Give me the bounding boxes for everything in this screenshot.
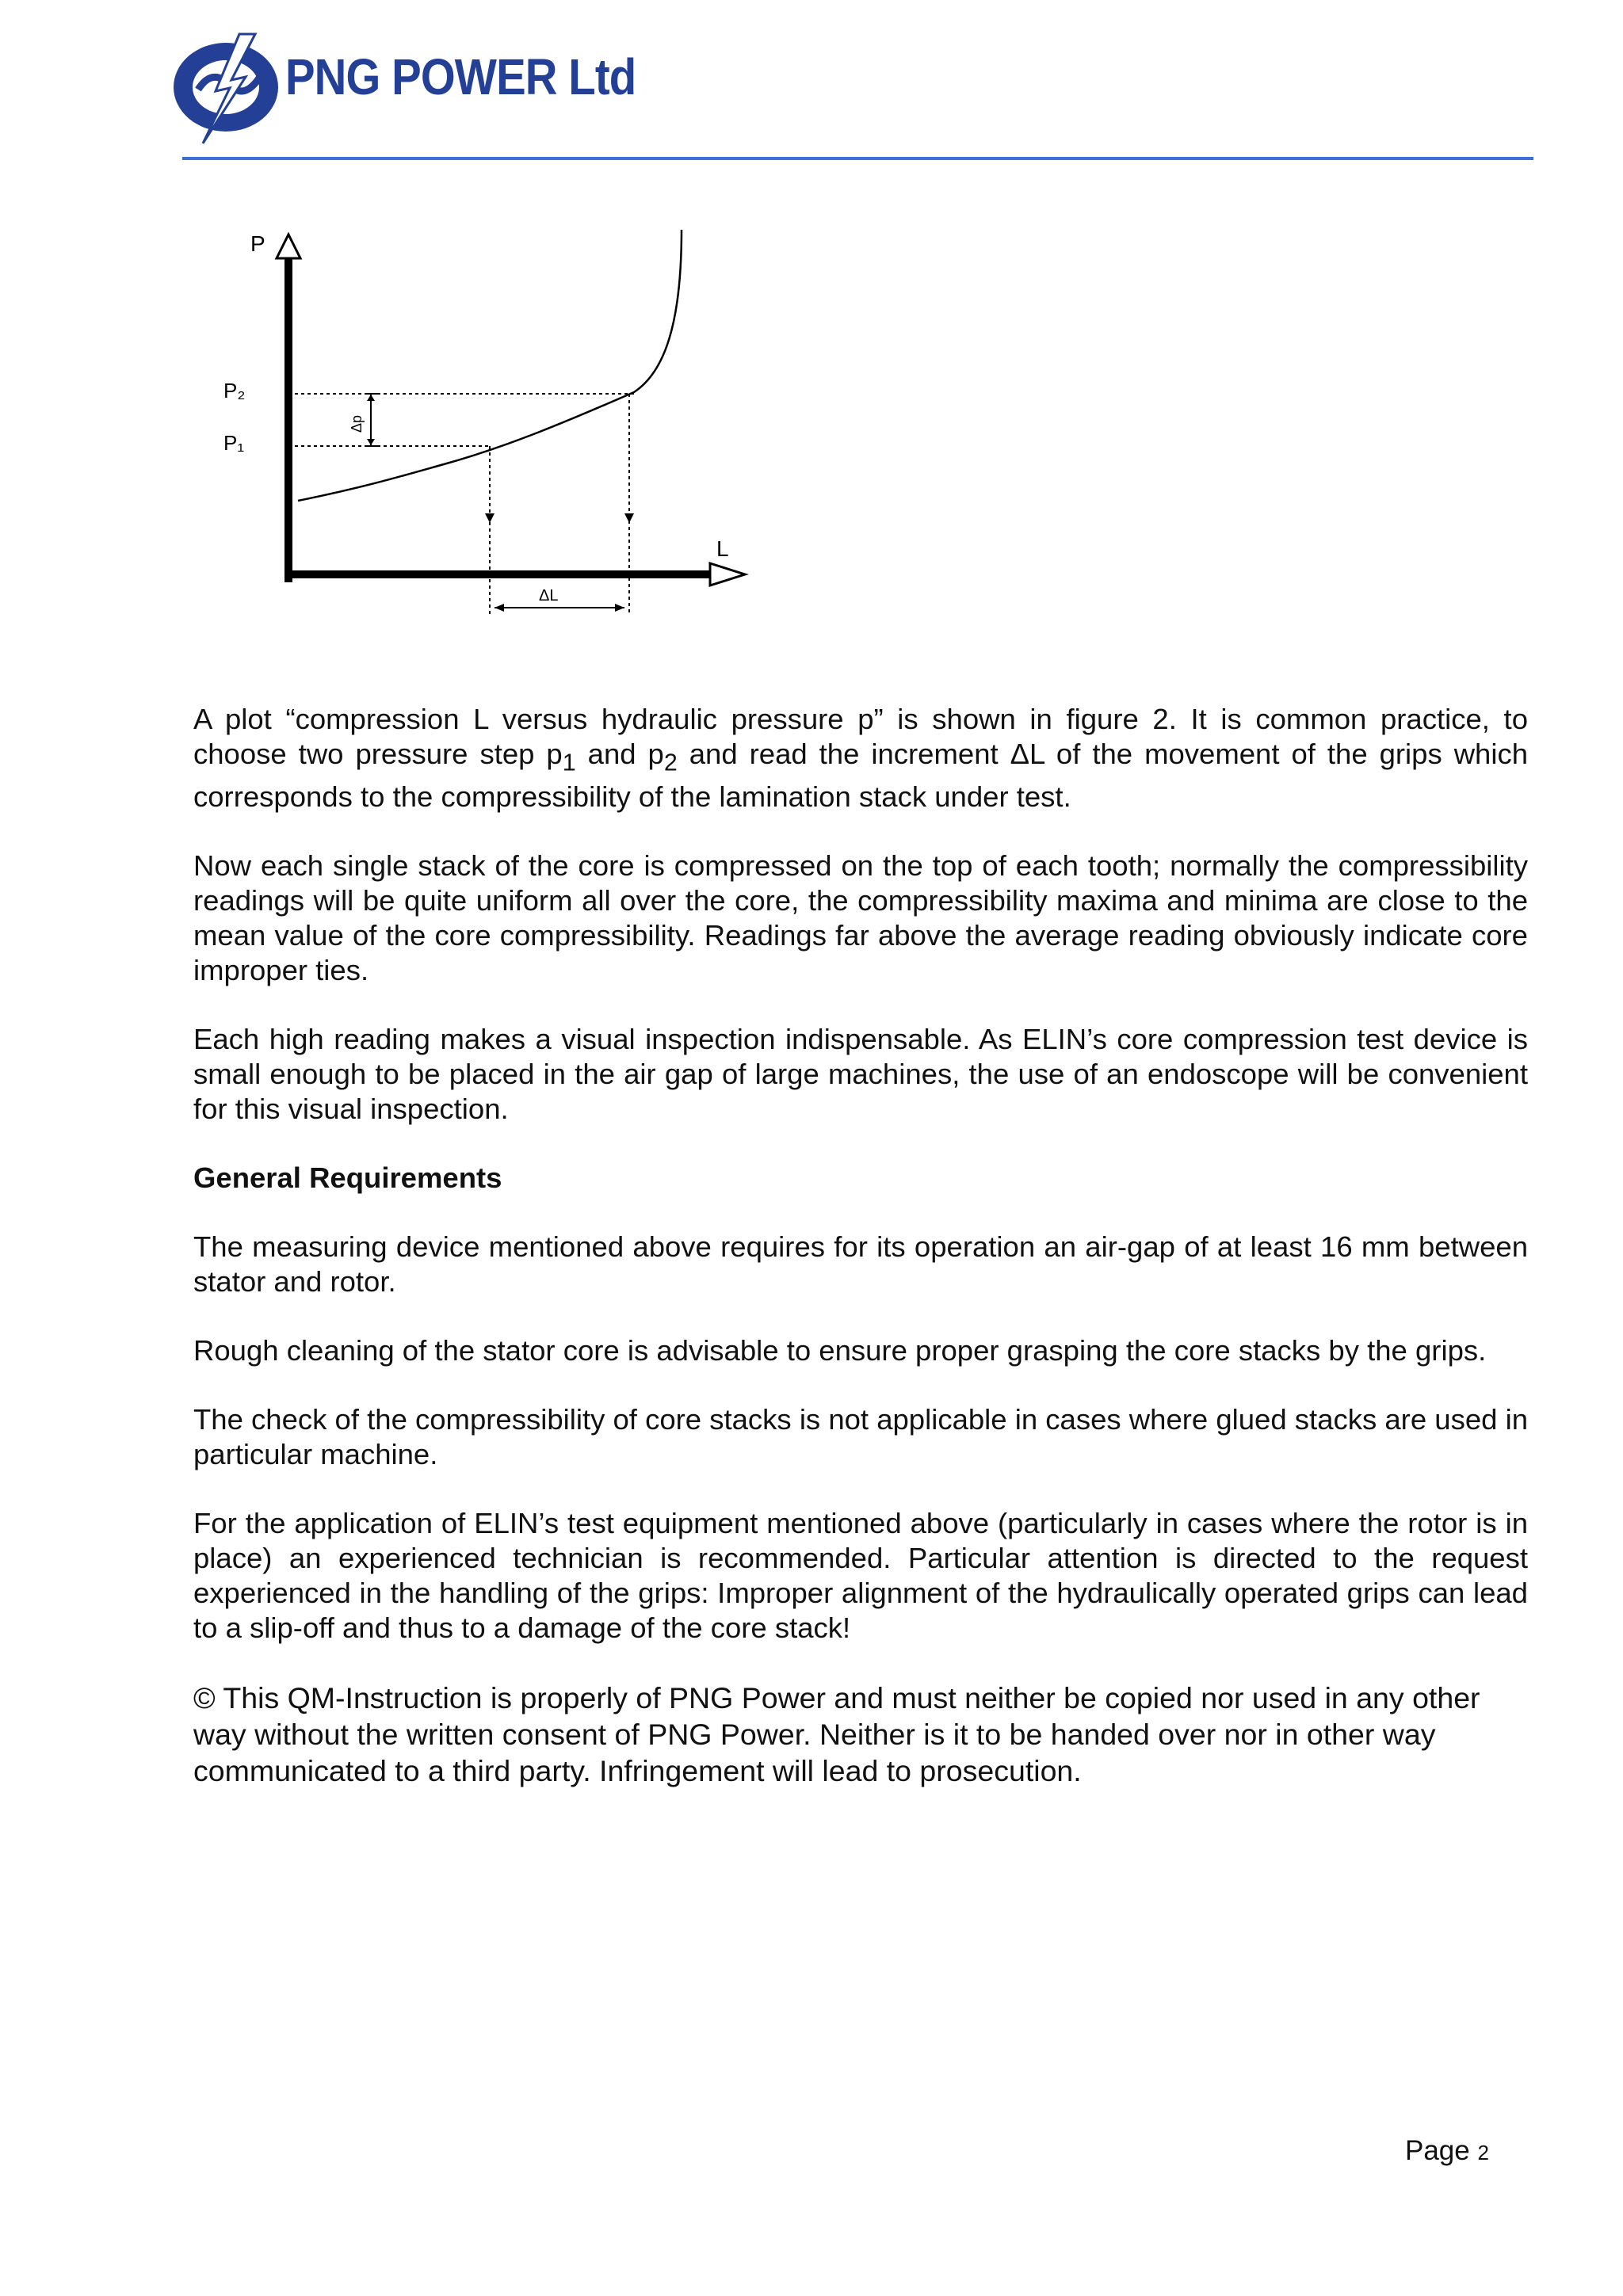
section-heading-general-requirements: General Requirements <box>193 1161 502 1195</box>
page-number: Page 2 <box>1405 2135 1489 2166</box>
paragraph-glued-stacks: The check of the compressibility of core stacks is not applicable in cases where glued stacks are used in particular machine. <box>193 1403 1528 1471</box>
x-axis-label: L <box>716 536 729 561</box>
document-body <box>193 702 1528 1823</box>
p1-label: P₁ <box>223 431 245 455</box>
paragraph-cleaning: Rough cleaning of the stator core is advisable to ensure proper grasping the core stacks by the grips. <box>193 1334 1487 1367</box>
delta-l-label: ΔL <box>539 587 559 605</box>
delta-p-label: Δp <box>349 414 365 433</box>
p2-label: P₂ <box>223 379 246 402</box>
company-name: PNG POWER Ltd <box>285 48 636 105</box>
copyright-notice: © This QM-Instruction is properly of PNG Power and must neither be copied nor used in any other way without the written consent of PNG Power. Neither is it to be handed over nor in other way communicated to a third party. Infringement will lead to prosecution. <box>193 1681 1480 1788</box>
header-divider <box>182 157 1533 160</box>
x-axis-arrow <box>710 563 745 585</box>
compression-pressure-diagram <box>206 214 761 626</box>
paragraph-visual-inspection: Each high reading makes a visual inspection indispensable. As ELIN’s core compression test device is small enough to be placed in the air gap of large machines, the use of an endoscope will be convenient for this visual inspection. <box>193 1023 1528 1126</box>
lightning-globe-logo-icon <box>166 28 285 147</box>
y-axis-label: P <box>250 231 265 256</box>
page-header <box>166 24 1533 162</box>
y-axis-arrow <box>277 235 300 258</box>
paragraph-compression-readings: Now each single stack of the core is compressed on the top of each tooth; normally the compressibility readings will be quite uniform all over the core, the compressibility maxima and minima are close to the mean value of the core compressibility. Readings far above the average reading obviously indicate core improper ties. <box>193 849 1528 987</box>
paragraph-air-gap: The measuring device mentioned above requires for its operation an air-gap of at least 16 mm between stator and rotor. <box>193 1230 1528 1299</box>
paragraph-technician: For the application of ELIN’s test equipment mentioned above (particularly in cases where the rotor is in place) an experienced technician is recommended. Particular attention is directed to the request experienced in the handling of the grips: Improper alignment of the hydraulically operated grips can lead to a slip-off and thus to a damage of the core stack! <box>193 1507 1528 1645</box>
paragraph-plot-description: A plot “compression L versus hydraulic pressure p” is shown in figure 2. It is common practice, to choose two pressure step $p_1$ and $p_2$ and read the increment ΔL of the movement of the grips which corresponds to the compressibility of the lamination stack under test. <box>193 703 1529 814</box>
